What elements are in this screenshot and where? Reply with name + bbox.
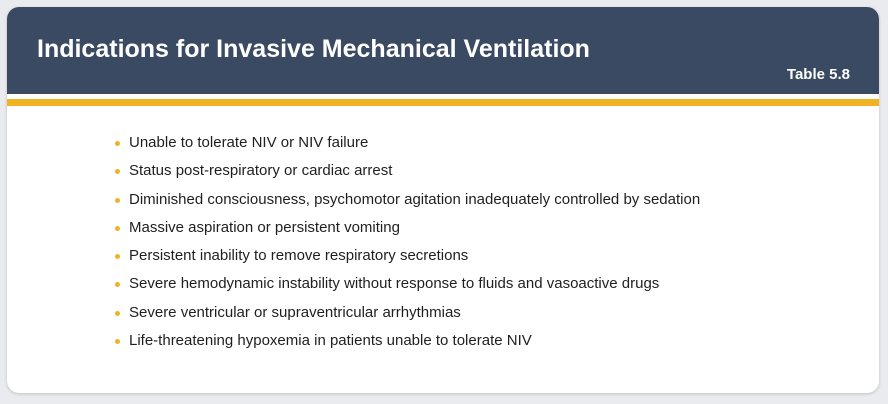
accent-divider [7, 99, 879, 106]
bullet-icon [115, 254, 120, 259]
list-item [115, 327, 700, 355]
list-item [115, 186, 700, 214]
list-item [115, 242, 700, 270]
list-item-text: Diminished consciousness, psychomotor agitation inadequately controlled by sedation [129, 190, 701, 208]
bullet-icon [115, 141, 120, 146]
list-item-text: Unable to tolerate NIV or NIV failure [129, 134, 369, 151]
list-item-text: Massive aspiration or persistent vomiting [129, 218, 400, 236]
bullet-icon [115, 169, 120, 174]
list-item-text: Severe hemodynamic instability without response to fluids and vasoactive drugs [129, 275, 660, 293]
bullet-icon [115, 226, 120, 231]
list-item [115, 299, 700, 327]
bullet-icon [115, 198, 120, 203]
list-item [115, 157, 700, 185]
bullet-icon [115, 339, 120, 344]
list-item [115, 270, 700, 298]
table-header [7, 7, 879, 94]
list-item [115, 129, 700, 157]
list-item-text: Persistent inability to remove respiratory secretions [129, 247, 469, 265]
page-title: Indications for Invasive Mechanical Ventilation [37, 35, 590, 63]
list-item-text: Life-threatening hypoxemia in patients unable to tolerate NIV [129, 332, 532, 350]
table-number-label: Table 5.8 [786, 66, 850, 83]
list-item-text: Severe ventricular or supraventricular arrhythmias [129, 303, 461, 321]
list-item [115, 214, 700, 242]
table-card [7, 7, 879, 393]
list-item-text: Status post-respiratory or cardiac arrest [129, 162, 393, 180]
indications-list [115, 129, 700, 355]
bullet-icon [115, 282, 120, 287]
bullet-icon [115, 311, 120, 316]
